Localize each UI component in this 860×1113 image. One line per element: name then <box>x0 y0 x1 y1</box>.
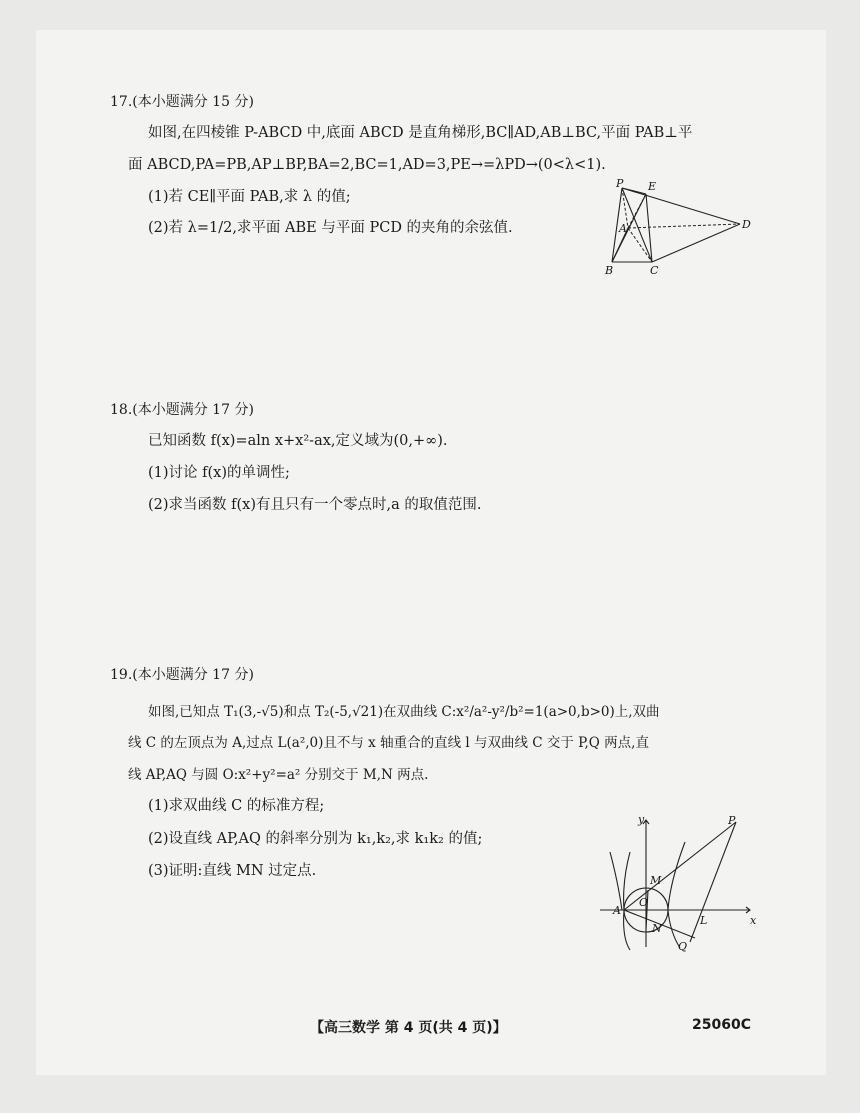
label-y: y <box>638 813 645 826</box>
label-O: O <box>639 896 649 909</box>
problem-19-line-1: 如图,已知点 T₁(3,-√5)和点 T₂(-5,√21)在双曲线 C:x²/a²-y²/b²=1(a>0,b>0)上,双曲 <box>148 704 660 720</box>
label-N: N <box>652 922 662 935</box>
problem-18-line-1: 已知函数 f(x)=aln x+x²-ax,定义域为(0,+∞). <box>148 433 448 449</box>
label-E: E <box>648 180 657 193</box>
label-Q: Q <box>678 940 688 952</box>
label-x: x <box>750 914 757 927</box>
problem-19-part-1: (1)求双曲线 C 的标准方程; <box>148 797 325 814</box>
label-B: B <box>605 264 614 277</box>
label-P-19: P <box>728 814 736 827</box>
problem-19-part-2: (2)设直线 AP,AQ 的斜率分别为 k₁,k₂,求 k₁k₂ 的值; <box>148 830 483 847</box>
hyperbola-figure <box>600 812 760 952</box>
problem-18-part-1: (1)讨论 f(x)的单调性; <box>148 464 290 481</box>
problem-19-line-3: 线 AP,AQ 与圆 O:x²+y²=a² 分别交于 M,N 两点. <box>128 766 429 783</box>
problem-18 <box>110 400 768 526</box>
footer-page-info: 【高三数学 第 4 页(共 4 页)】 <box>310 1020 507 1036</box>
problem-18-part-2: (2)求当函数 f(x)有且只有一个零点时,a 的取值范围. <box>148 496 482 513</box>
problem-17-title: 17.(本小题满分 15 分) <box>110 94 254 110</box>
problem-17-line-2: 面 ABCD,PA=PB,AP⊥BP,BA=2,BC=1,AD=3,PE→=λPD→(0<λ<1). <box>128 156 606 173</box>
label-A-19: A <box>613 904 621 917</box>
label-C: C <box>650 264 659 277</box>
label-P: P <box>616 178 624 190</box>
problem-19-line-2: 线 C 的左顶点为 A,过点 L(a²,0)且不与 x 轴重合的直线 l 与双曲线 C 交于 P,Q 两点,直 <box>128 735 649 752</box>
label-L: L <box>700 914 708 927</box>
pyramid-figure <box>600 178 760 278</box>
label-D: D <box>742 218 751 231</box>
label-A: A <box>619 222 627 235</box>
problem-17-line-1: 如图,在四棱锥 P-ABCD 中,底面 ABCD 是直角梯形,BC∥AD,AB⊥BC,平面 PAB⊥平 <box>148 125 693 141</box>
problem-17-part-2: (2)若 λ=1/2,求平面 ABE 与平面 PCD 的夹角的余弦值. <box>148 220 513 237</box>
label-M: M <box>650 874 662 887</box>
problem-19-part-3: (3)证明:直线 MN 过定点. <box>148 863 317 880</box>
footer-exam-code: 25060C <box>692 1017 751 1033</box>
problem-17-part-1: (1)若 CE∥平面 PAB,求 λ 的值; <box>148 188 351 205</box>
problem-19-title: 19.(本小题满分 17 分) <box>110 667 254 683</box>
problem-18-title: 18.(本小题满分 17 分) <box>110 402 254 418</box>
